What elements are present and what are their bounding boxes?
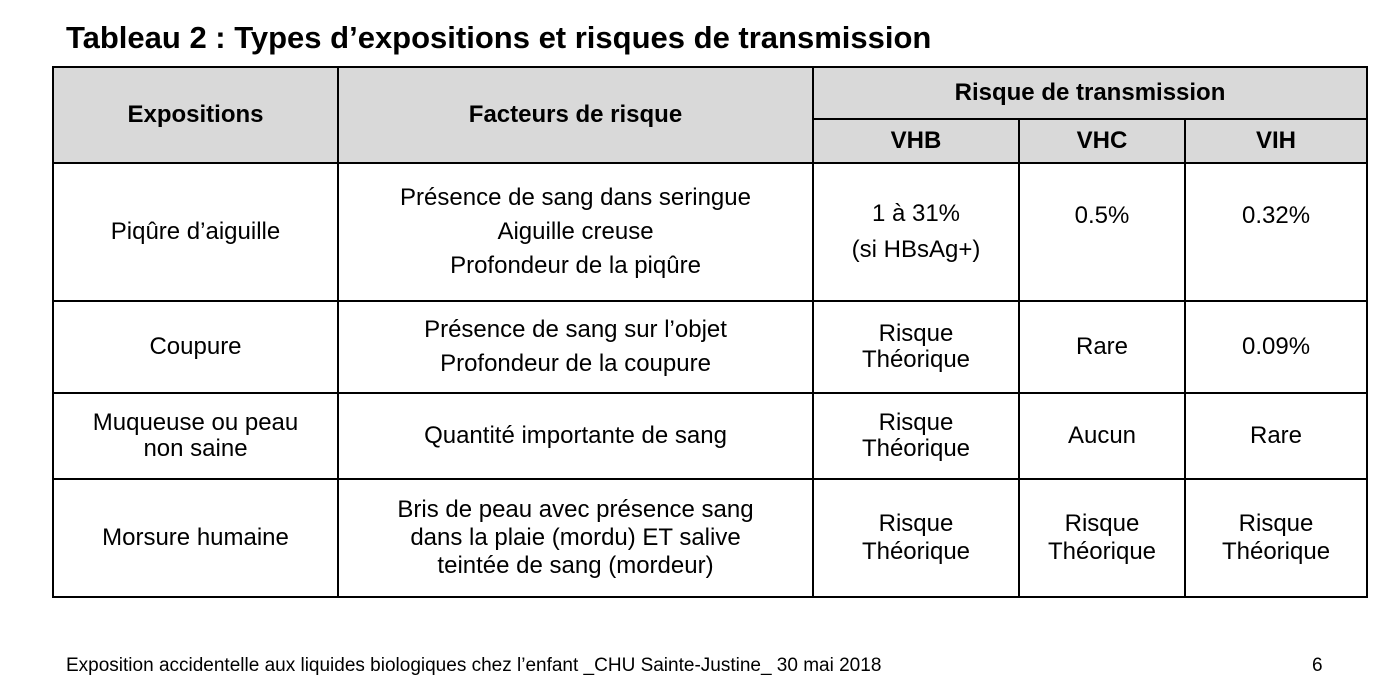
cell-exposition bbox=[53, 479, 338, 597]
cell-line: Rare bbox=[1075, 333, 1129, 360]
cell-line: Risque bbox=[878, 409, 954, 436]
cell-facteurs bbox=[338, 163, 813, 301]
header-vih: VIH bbox=[1185, 119, 1367, 163]
cell-line: Risque bbox=[878, 320, 954, 347]
cell-line: Quantité importante de sang bbox=[424, 422, 727, 449]
cell-line: teintée de sang (mordeur) bbox=[437, 552, 714, 579]
cell-line: Théorique bbox=[861, 435, 971, 462]
cell-line: Coupure bbox=[149, 333, 242, 360]
cell-vhb bbox=[813, 301, 1019, 393]
header-vhb: VHB bbox=[813, 119, 1019, 163]
cell-line: Risque bbox=[878, 510, 954, 537]
header-facteurs: Facteurs de risque bbox=[338, 67, 813, 163]
cell-vhb bbox=[813, 479, 1019, 597]
cell-line: Morsure humaine bbox=[102, 524, 289, 551]
cell-line: Risque bbox=[1238, 510, 1314, 537]
table-row bbox=[53, 393, 1367, 479]
cell-line: Profondeur de la piqûre bbox=[450, 252, 701, 279]
transmission-risk-table bbox=[52, 66, 1368, 598]
cell-line: 1 à 31% bbox=[871, 200, 961, 227]
cell-vhb bbox=[813, 393, 1019, 479]
cell-line: non saine bbox=[143, 435, 248, 462]
cell-line: 0.5% bbox=[1074, 202, 1130, 229]
cell-line: Bris de peau avec présence sang bbox=[397, 496, 754, 523]
header-expositions: Expositions bbox=[53, 67, 338, 163]
cell-line: Théorique bbox=[1221, 538, 1331, 565]
header-row bbox=[53, 67, 1367, 119]
table-row bbox=[53, 301, 1367, 393]
table-row bbox=[53, 163, 1367, 301]
cell-line: Théorique bbox=[1047, 538, 1157, 565]
cell-line: 0.32% bbox=[1241, 202, 1311, 229]
header-risque-transmission: Risque de transmission bbox=[813, 67, 1367, 119]
cell-line: (si HBsAg+) bbox=[851, 236, 981, 263]
cell-line: Profondeur de la coupure bbox=[440, 350, 711, 377]
cell-exposition bbox=[53, 393, 338, 479]
cell-line: Risque bbox=[1064, 510, 1140, 537]
cell-vhc bbox=[1019, 393, 1185, 479]
cell-vih bbox=[1185, 301, 1367, 393]
cell-vih bbox=[1185, 479, 1367, 597]
table-title: Tableau 2 : Types d’expositions et risques de transmission bbox=[66, 20, 932, 55]
page-number: 6 bbox=[1312, 655, 1323, 676]
footer-text: Exposition accidentelle aux liquides biologiques chez l’enfant _CHU Sainte-Justine_ 30 mai 2018 bbox=[66, 655, 882, 676]
cell-line: Présence de sang sur l’objet bbox=[424, 316, 727, 343]
cell-vih bbox=[1185, 163, 1367, 301]
cell-vhc bbox=[1019, 301, 1185, 393]
cell-line: Aucun bbox=[1067, 422, 1137, 449]
cell-line: Rare bbox=[1250, 422, 1303, 449]
cell-line: Présence de sang dans seringue bbox=[400, 184, 751, 211]
cell-line: Muqueuse ou peau bbox=[92, 409, 299, 436]
cell-line: 0.09% bbox=[1241, 333, 1311, 360]
cell-facteurs bbox=[338, 393, 813, 479]
cell-vhb bbox=[813, 163, 1019, 301]
cell-line: Aiguille creuse bbox=[497, 218, 654, 245]
cell-exposition bbox=[53, 301, 338, 393]
cell-exposition bbox=[53, 163, 338, 301]
cell-line: Piqûre d’aiguille bbox=[110, 218, 281, 245]
cell-facteurs bbox=[338, 301, 813, 393]
cell-line: Théorique bbox=[861, 538, 971, 565]
cell-vhc bbox=[1019, 479, 1185, 597]
cell-vhc bbox=[1019, 163, 1185, 301]
table-row bbox=[53, 479, 1367, 597]
cell-vih bbox=[1185, 393, 1367, 479]
cell-facteurs bbox=[338, 479, 813, 597]
header-vhc: VHC bbox=[1019, 119, 1185, 163]
cell-line: dans la plaie (mordu) ET salive bbox=[410, 524, 741, 551]
cell-line: Théorique bbox=[861, 346, 971, 373]
